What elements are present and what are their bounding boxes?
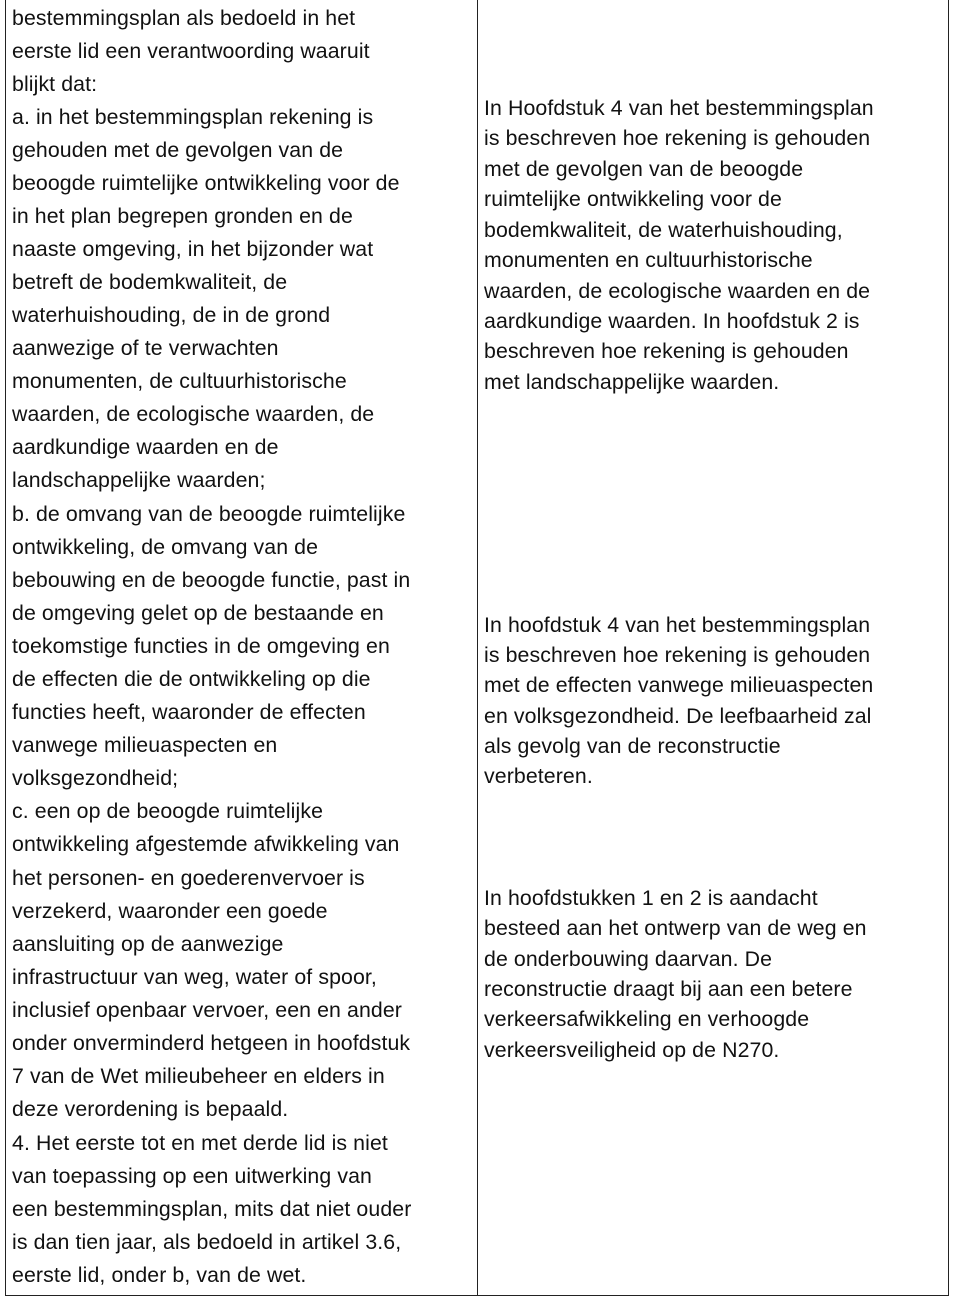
left-line: blijkt dat: [12,72,98,96]
left-line: de omgeving gelet op de bestaande en [12,601,384,625]
left-line: waarden, de ecologische waarden, de [12,402,375,426]
left-line: eerste lid een verantwoording waaruit [12,39,370,63]
right-line: de onderbouwing daarvan. De [484,947,773,971]
right-line: is beschreven hoe rekening is gehouden [484,643,871,667]
left-line: bestemmingsplan als bedoeld in het [12,6,356,30]
right-line: en volksgezondheid. De leefbaarheid zal [484,704,872,728]
left-line: is dan tien jaar, als bedoeld in artikel 3.6, [12,1230,402,1254]
right-line: waarden, de ecologische waarden en de [484,279,871,303]
right-line: verbeteren. [484,764,593,788]
left-line: 7 van de Wet milieubeheer en elders in [12,1064,385,1088]
left-line: vanwege milieuaspecten en [12,733,278,757]
left-line: onder onverminderd hetgeen in hoofdstuk [12,1031,411,1055]
left-line: deze verordening is bepaald. [12,1097,289,1121]
left-line: b. de omvang van de beoogde ruimtelijke [12,502,406,526]
right-line: monumenten en cultuurhistorische [484,248,813,272]
right-line: bodemkwaliteit, de waterhuishouding, [484,218,843,242]
left-line: a. in het bestemmingsplan rekening is [12,105,374,129]
right-line: In Hoofdstuk 4 van het bestemmingsplan [484,96,874,120]
left-line: aanwezige of te verwachten [12,336,279,360]
left-line: gehouden met de gevolgen van de [12,138,344,162]
left-line: toekomstige functies in de omgeving en [12,634,390,658]
left-line: bebouwing en de beoogde functie, past in [12,568,411,592]
left-line: een bestemmingsplan, mits dat niet ouder [12,1197,412,1221]
right-line: is beschreven hoe rekening is gehouden [484,126,871,150]
left-line: monumenten, de cultuurhistorische [12,369,347,393]
right-line: besteed aan het ontwerp van de weg en [484,916,867,940]
left-line: c. een op de beoogde ruimtelijke [12,799,324,823]
left-line: ontwikkeling, de omvang van de [12,535,319,559]
left-line: verzekerd, waaronder een goede [12,899,328,923]
left-line: waterhuishouding, de in de grond [12,303,331,327]
right-line: In hoofdstuk 4 van het bestemmingsplan [484,613,871,637]
left-line: beoogde ruimtelijke ontwikkeling voor de [12,171,400,195]
right-line: met de effecten vanwege milieuaspecten [484,673,874,697]
right-line: verkeersafwikkeling en verhoogde [484,1007,810,1031]
left-line: het personen- en goederenvervoer is [12,866,365,890]
right-line: met de gevolgen van de beoogde [484,157,804,181]
right-line: aardkundige waarden. In hoofdstuk 2 is [484,309,860,333]
right-line: ruimtelijke ontwikkeling voor de [484,187,782,211]
left-line: volksgezondheid; [12,766,179,790]
left-line: 4. Het eerste tot en met derde lid is niet [12,1131,388,1155]
right-line: met landschappelijke waarden. [484,370,780,394]
left-line: eerste lid, onder b, van de wet. [12,1263,307,1287]
left-line: in het plan begrepen gronden en de [12,204,353,228]
left-line: landschappelijke waarden; [12,468,266,492]
left-line: infrastructuur van weg, water of spoor, [12,965,377,989]
right-line: als gevolg van de reconstructie [484,734,781,758]
right-line: In hoofdstukken 1 en 2 is aandacht [484,886,818,910]
left-line: aardkundige waarden en de [12,435,279,459]
left-line: van toepassing op een uitwerking van [12,1164,372,1188]
right-line: verkeersveiligheid op de N270. [484,1038,780,1062]
right-line: reconstructie draagt bij aan een betere [484,977,853,1001]
left-line: ontwikkeling afgestemde afwikkeling van [12,832,400,856]
left-line: de effecten die de ontwikkeling op die [12,667,371,691]
left-line: functies heeft, waaronder de effecten [12,700,366,724]
left-line: aansluiting op de aanwezige [12,932,284,956]
left-line: naaste omgeving, in het bijzonder wat [12,237,374,261]
left-line: inclusief openbaar vervoer, een en ander [12,998,402,1022]
right-line: beschreven hoe rekening is gehouden [484,339,849,363]
left-line: betreft de bodemkwaliteit, de [12,270,288,294]
